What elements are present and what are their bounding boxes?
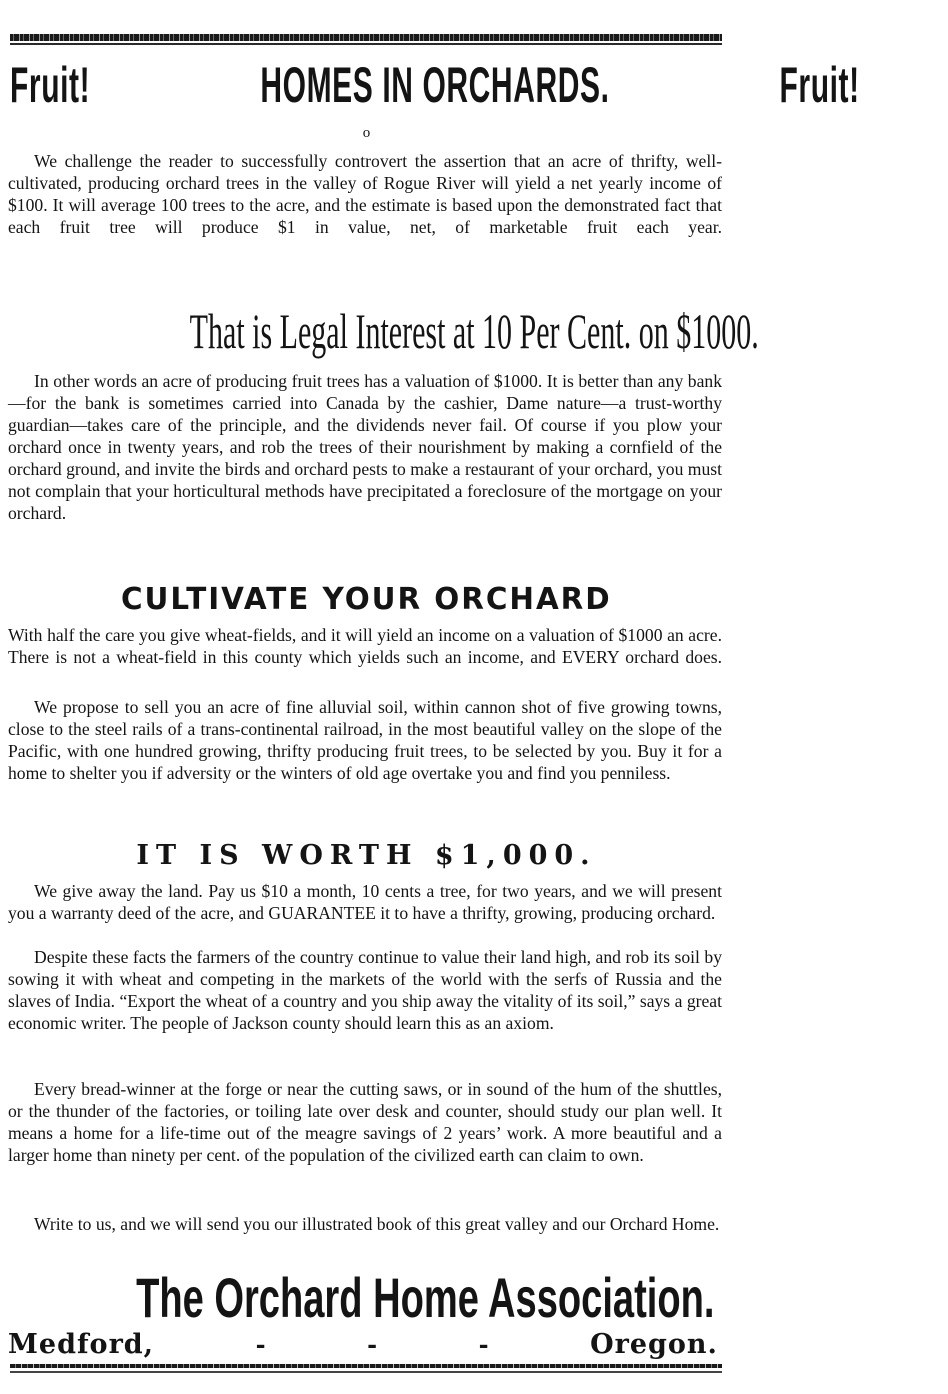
terms-paragraph: We give away the land. Pay us $10 a month, 10 cents a tree, for two years, and we will present you a warranty deed of the acre, and GUARANTEE it to have a thrifty, growing, producing orchard. [8, 881, 722, 923]
separator-dash: - [367, 1329, 378, 1359]
worth-subhead: IT IS WORTH $1,000. [136, 840, 597, 871]
intro-paragraph: We challenge the reader to successfully controvert the assertion that an acre of thrifty, well-cultivated, producing orchard trees in the valley of Rogue River will yield a net yearly income of $100. It will average 100 trees to the acre, and the estimate is based upon the demonstrated fact that each fruit tree will produce $1 in value, net, of marketable fruit each year. [8, 151, 722, 237]
ornament: o [362, 125, 371, 141]
valuation-paragraph: In other words an acre of producing fruit trees has a valuation of $1000. It is better than any bank—for the bank is sometimes carried into Canada by the cashier, Dame nature—a trust-worthy guardian—takes care of the principle, and the dividends never fail. Of course if you plow your orchard once in twenty years, and rob the trees of their nourishment by making a cornfield of the orchard ground, and invite the birds and orchard pests to make a restaurant of your orchard, you must not complain that your horticultural methods have precipitated a foreclosure of the mortgage on your orchard. [8, 371, 722, 523]
care-paragraph: With half the care you give wheat-fields, and it will yield an income on a valuation of $1000 an acre. There is not a wheat-field in this county which yields such an income, and EVERY orchard does. [8, 625, 722, 667]
location-line [8, 1326, 718, 1362]
offer-paragraph: We propose to sell you an acre of fine alluvial soil, within cannon shot of five growing towns, close to the steel rails of a trans-continental railroad, in the most beautiful valley on the slope of the Pacific, with one hundred growing, thrifty producing fruit trees, to be selected by you. Buy it for a home to shelter you if adversity or the winters of old age overtake you and find you penniless. [8, 697, 722, 783]
top-rule [10, 34, 722, 41]
cultivate-subhead [0, 580, 733, 620]
association-name [0, 1264, 733, 1332]
headline [10, 46, 860, 124]
write-to-us-paragraph: Write to us, and we will send you our illustrated book of this great valley and our Orchard Home. [34, 1214, 720, 1234]
farmers-paragraph: Despite these facts the farmers of the country continue to value their land high, and rob its soil by sowing it with wheat and competing in the markets of the world with the serfs of Russia and the slaves of India. “Export the wheat of a country and you ship away the vitality of its soil,” says a great economic writer. The people of Jackson county should learn this as an axiom. [8, 947, 722, 1033]
headline-title: HOMES IN ORCHARDS. [260, 57, 610, 113]
bottom-rule [10, 1364, 722, 1368]
city-name: Medford, [8, 1328, 155, 1360]
association-text: The Orchard Home Association. [136, 1266, 715, 1329]
separator-dash: - [255, 1329, 266, 1359]
cultivate-text: CULTIVATE YOUR ORCHARD [121, 582, 612, 617]
separator-dash: - [478, 1329, 489, 1359]
breadwinner-paragraph: Every bread-winner at the forge or near the cutting saws, or in sound of the hum of the shuttles, or the thunder of the factories, or toiling late over desk and counter, should study our plan well. It means a home for a life-time out of the meagre savings of 2 years’ work. A more beautiful and a larger home than ninety per cent. of the population of the civilized earth can claim to own. [8, 1079, 722, 1165]
state-name: Oregon. [590, 1328, 718, 1360]
legal-interest-text: That is Legal Interest at 10 Per Cent. on $1000. [189, 303, 759, 359]
legal-interest-subhead [0, 296, 759, 366]
headline-right: Fruit! [779, 57, 860, 113]
headline-left: Fruit! [10, 57, 91, 113]
